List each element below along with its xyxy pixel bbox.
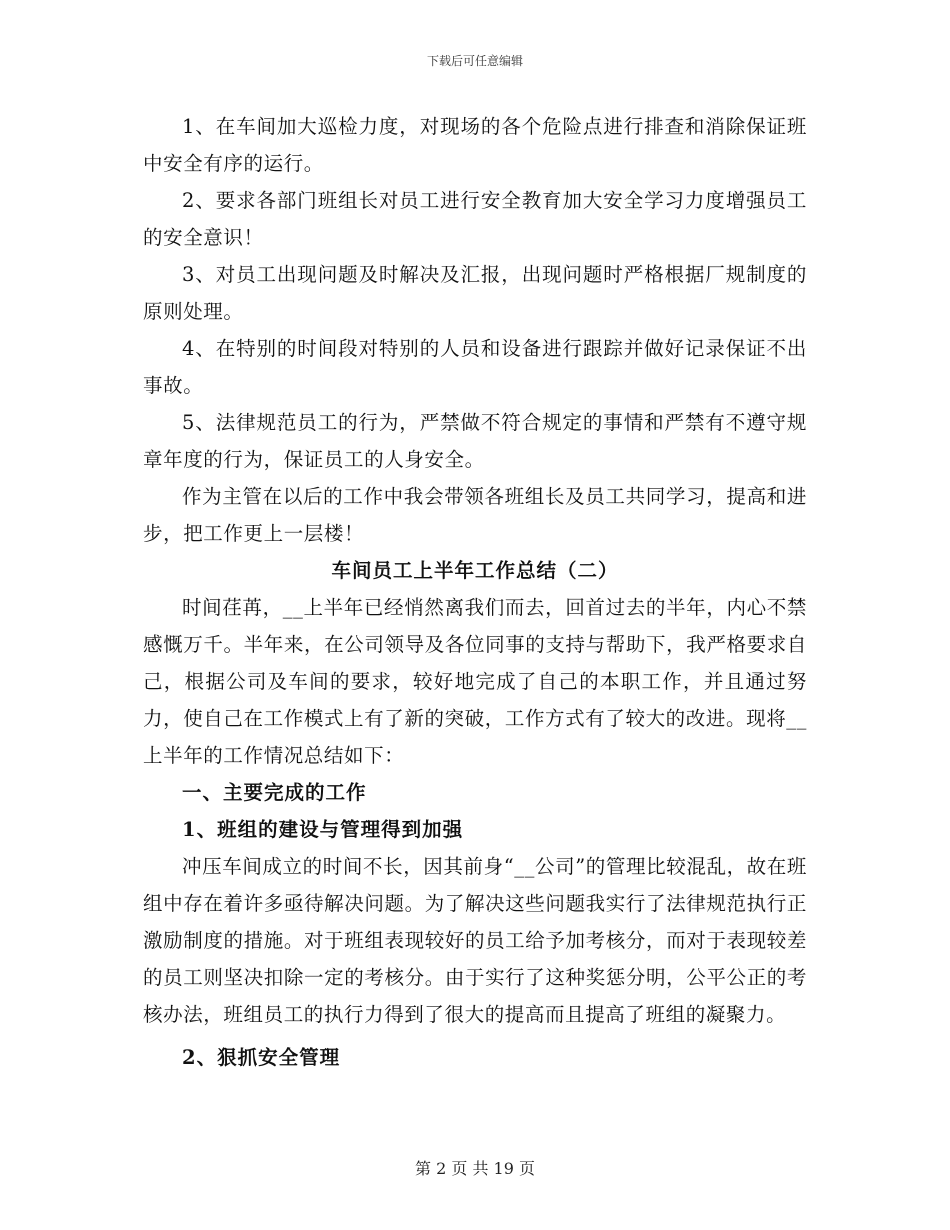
- intro-paragraph: 时间荏苒，__上半年已经悄然离我们而去，回首过去的半年，内心不禁感慨万千。半年来，在公司领导及各位同事的支持与帮助下，我严格要求自己，根据公司及车间的要求，较好地完成了自己的本职工作，并且通过努力，使自己在工作模式上有了新的突破，工作方式有了较大的改进。现将__上半年的工作情况总结如下：: [143, 596, 807, 767]
- heading-safety-management: 2、狠抓安全管理: [182, 1046, 341, 1069]
- header-note: 下载后可任意编辑: [426, 54, 523, 68]
- page-number: 第 2 页 共 19 页: [415, 1159, 535, 1178]
- document-body: [143, 108, 807, 1076]
- paragraph-item-5: 5、法律规范员工的行为，严禁做不符合规定的事情和严禁有不遵守规章年度的行为，保证员工的人身安全。: [143, 411, 807, 471]
- paragraph-item-1: 1、在车间加大巡检力度，对现场的各个危险点进行排查和消除保证班中安全有序的运行。: [143, 115, 807, 175]
- paragraph-item-3: 3、对员工出现问题及时解决及汇报，出现问题时严格根据厂规制度的原则处理。: [143, 263, 807, 323]
- section-title: 车间员工上半年工作总结（二）: [331, 559, 619, 582]
- body-paragraph-team: 冲压车间成立的时间不长，因其前身“__公司”的管理比较混乱，故在班组中存在着许多亟待解决问题。为了解决这些问题我实行了法律规范执行正激励制度的措施。对于班组表现较好的员工给予加考核分，而对于表现较差的员工则坚决扣除一定的考核分。由于实行了这种奖惩分明，公平公正的考核办法，班组员工的执行力得到了很大的提高而且提高了班组的凝聚力。: [143, 855, 807, 1026]
- heading-team-building: 1、班组的建设与管理得到加强: [182, 818, 464, 841]
- heading-main-work: 一、主要完成的工作: [182, 781, 367, 804]
- paragraph-conclusion: 作为主管在以后的工作中我会带领各班组长及员工共同学习，提高和进步，把工作更上一层楼！: [143, 485, 807, 545]
- paragraph-item-4: 4、在特别的时间段对特别的人员和设备进行跟踪并做好记录保证不出事故。: [143, 337, 807, 397]
- paragraph-item-2: 2、要求各部门班组长对员工进行安全教育加大安全学习力度增强员工的安全意识！: [143, 189, 807, 249]
